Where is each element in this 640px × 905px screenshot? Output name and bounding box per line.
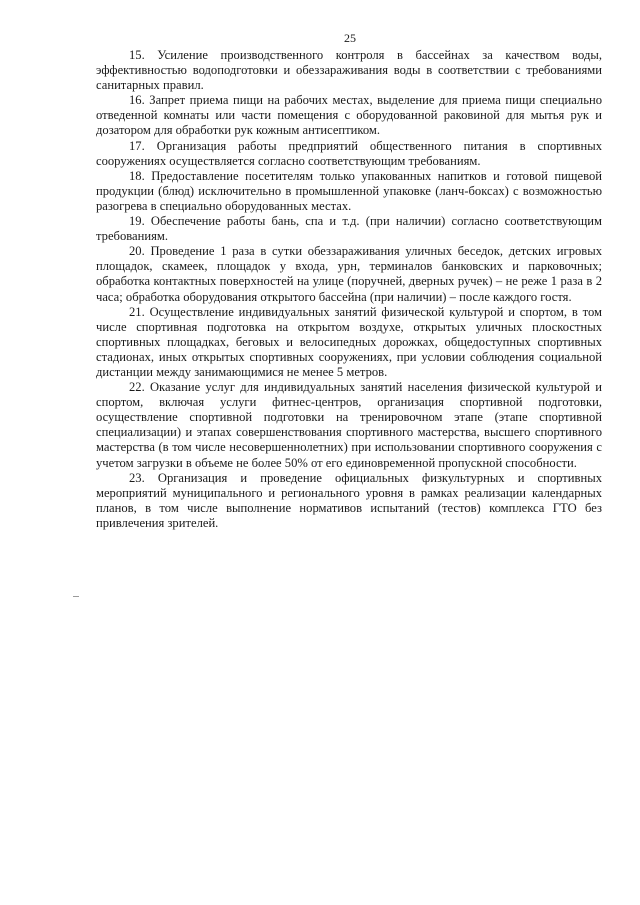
- paragraph-item-23: 23. Организация и проведение официальных физкультурных и спортивных мероприятий муниципального и регионального уровня в рамках реализации календарных планов, в том числе выполнение нормативов испытаний (тестов) комплекса ГТО без привлечения зрителей.: [96, 470, 602, 530]
- paragraph-item-21: 21. Осуществление индивидуальных занятий физической культурой и спортом, в том числе спортивная подготовка на открытом воздухе, открытых уличных плоскостных спортивных площадках, беговых и велосипедных дорожках, общедоступных спортивных стадионах, иных открытых спортивных сооружениях, при условии соблюдения социальной дистанции между занимающимися не менее 5 метров.: [96, 304, 602, 379]
- paragraph-item-17: 17. Организация работы предприятий общественного питания в спортивных сооружениях осуществляется согласно соответствующим требованиям.: [96, 138, 602, 168]
- paragraph-item-20: 20. Проведение 1 раза в сутки обеззараживания уличных беседок, детских игровых площадок, скамеек, площадок у входа, урн, терминалов банковских и парковочных; обработка контактных поверхностей на улице (поручней, дверных ручек) – не реже 1 раза в 2 часа; обработка оборудования открытого бассейна (при наличии) – после каждого гостя.: [96, 244, 602, 304]
- paragraph-item-16: 16. Запрет приема пищи на рабочих местах, выделение для приема пищи специально отведенной комнаты или части помещения с оборудованной раковиной для мытья рук и дозатором для обработки рук кожным антисептиком.: [96, 93, 602, 138]
- paragraph-item-18: 18. Предоставление посетителям только упакованных напитков и готовой пищевой продукции (блюд) исключительно в промышленной упаковке (ланч-боксах) с возможностью разогрева в специально оборудованных местах.: [96, 168, 602, 213]
- document-body: [96, 48, 602, 531]
- paragraph-item-22: 22. Оказание услуг для индивидуальных занятий населения физической культурой и спортом, включая услуги фитнес-центров, организация спортивной подготовки, осуществление спортивной подготовки на тренировочном этапе (этапе спортивной специализации) и этапах совершенствования спортивного мастерства, высшего спортивного мастерства (в том числе несовершеннолетних) при использовании спортивного сооружения с учетом загрузки в объеме не более 50% от его единовременной пропускной способности.: [96, 380, 602, 470]
- scan-artifact-mark: [73, 596, 79, 597]
- page-number: 25: [344, 31, 356, 45]
- paragraph-item-15: 15. Усиление производственного контроля в бассейнах за качеством воды, эффективностью водоподготовки и обеззараживания воды в соответствии с требованиями санитарных правил.: [96, 48, 602, 93]
- paragraph-item-19: 19. Обеспечение работы бань, спа и т.д. (при наличии) согласно соответствующим требованиям.: [96, 214, 602, 244]
